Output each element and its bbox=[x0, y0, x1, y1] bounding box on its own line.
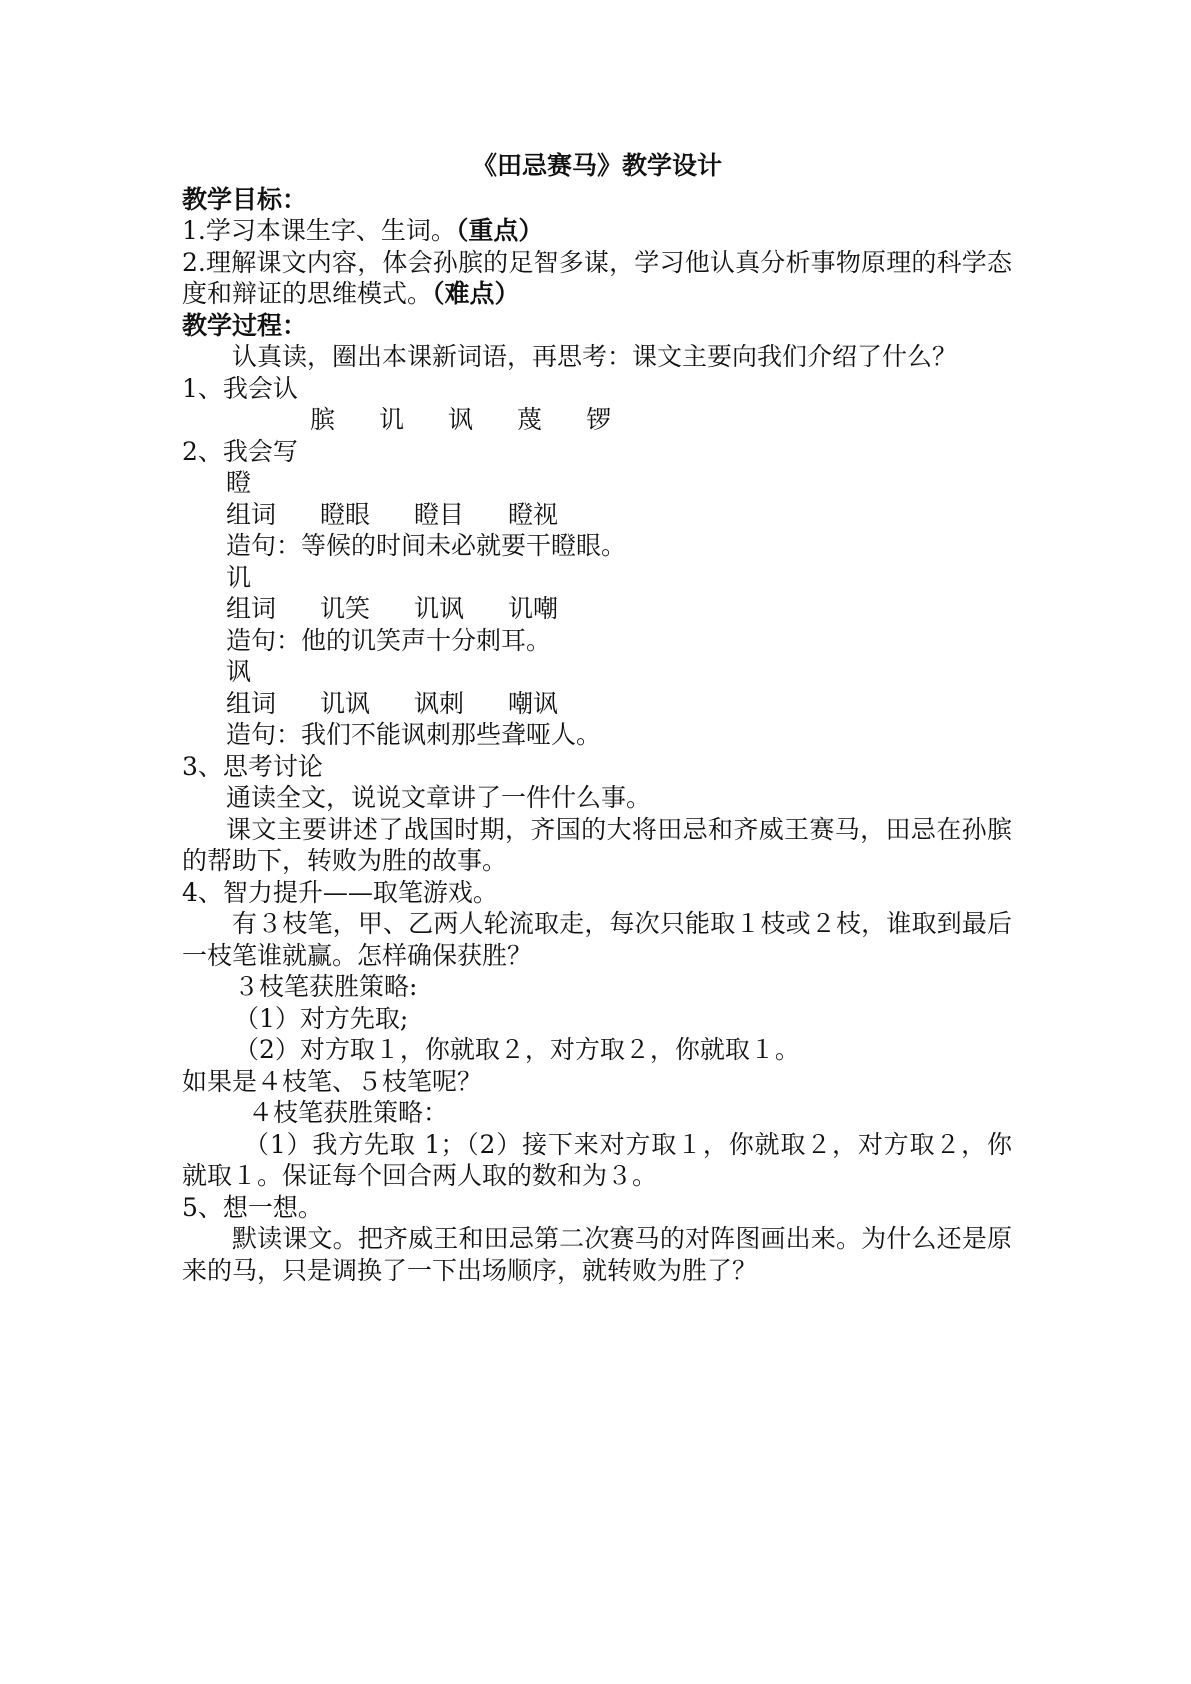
word-group-label: 组词 bbox=[226, 499, 277, 529]
recognize-char: 讥 bbox=[379, 405, 405, 434]
process-heading: 教学过程： bbox=[182, 310, 308, 340]
word-item: 瞪视 bbox=[508, 499, 559, 529]
strategy-3-step-1: （1）对方先取; bbox=[234, 1003, 409, 1033]
word-group-row bbox=[182, 499, 1012, 531]
word-item: 讥讽 bbox=[320, 688, 371, 718]
word-item: 讽刺 bbox=[414, 688, 465, 718]
objective-2-tag: （难点） bbox=[432, 279, 520, 308]
recognize-char: 膑 bbox=[310, 405, 336, 434]
document-page bbox=[182, 150, 1012, 1286]
objective-item-2 bbox=[182, 247, 1012, 310]
word-item: 瞪眼 bbox=[320, 499, 371, 529]
example-sentence: 造句：他的讥笑声十分刺耳。 bbox=[226, 625, 552, 655]
example-sentence: 造句：等候的时间未必就要干瞪眼。 bbox=[226, 531, 627, 560]
strategy-4-steps: （1）我方先取 1；（2）接下来对方取１，你就取２，对方取２，你就取１。保证每个回合两人取的数和为３。 bbox=[182, 1129, 1012, 1190]
word-group-label: 组词 bbox=[226, 688, 277, 718]
objectives-heading: 教学目标： bbox=[182, 184, 308, 214]
recognize-char: 蔑 bbox=[517, 405, 543, 434]
objective-2-text: 2.理解课文内容，体会孙膑的足智多谋，学习他认真分析事物原理的科学态度和辩证的思维模式。 bbox=[182, 247, 1012, 308]
word-group-label: 组词 bbox=[226, 594, 277, 623]
write-char: 讽 bbox=[226, 657, 252, 686]
objective-1-text: 1.学习本课生字、生词。 bbox=[182, 216, 456, 245]
word-item: 讥嘲 bbox=[508, 594, 559, 623]
section-1-heading: 1、我会认 bbox=[182, 373, 298, 403]
word-item: 瞪目 bbox=[414, 499, 465, 529]
section-5-text: 默读课文。把齐威王和田忌第二次赛马的对阵图画出来。为什么还是原来的马，只是调换了一下出场顺序，就转败为胜了？ bbox=[182, 1224, 1012, 1285]
word-item: 讥笑 bbox=[320, 594, 371, 623]
objective-1-tag: （重点） bbox=[455, 216, 544, 245]
recognize-char: 讽 bbox=[448, 405, 474, 434]
write-char: 讥 bbox=[226, 562, 252, 592]
recognize-char: 锣 bbox=[586, 405, 612, 434]
objective-item-1 bbox=[182, 215, 1012, 247]
game-problem: 有３枝笔，甲、乙两人轮流取走，每次只能取１枝或２枝，谁取到最后一枝笔谁就赢。怎样确保获胜？ bbox=[182, 909, 1012, 970]
discussion-question: 通读全文，说说文章讲了一件什么事。 bbox=[226, 783, 652, 812]
word-group-row bbox=[182, 593, 1012, 625]
section-4-heading: 4、智力提升——取笔游戏。 bbox=[182, 877, 498, 907]
word-item: 讥讽 bbox=[414, 594, 465, 623]
word-group-row bbox=[182, 688, 1012, 720]
document-title: 《田忌赛马》教学设计 bbox=[471, 151, 722, 180]
section-3-heading: 3、思考讨论 bbox=[182, 751, 323, 781]
strategy-4-title: ４枝笔获胜策略： bbox=[248, 1098, 449, 1127]
strategy-3-step-2: （2）对方取１，你就取２，对方取２，你就取１。 bbox=[234, 1035, 800, 1064]
discussion-answer: 课文主要讲述了战国时期，齐国的大将田忌和齐威王赛马，田忌在孙膑的帮助下，转败为胜的故事。 bbox=[182, 814, 1012, 875]
game-question-2: 如果是４枝笔、５枝笔呢？ bbox=[182, 1066, 483, 1096]
process-intro: 认真读，圈出本课新词语，再思考：课文主要向我们介绍了什么？ bbox=[232, 342, 958, 371]
section-5-heading: 5、想一想。 bbox=[182, 1192, 323, 1222]
write-char: 瞪 bbox=[226, 468, 252, 497]
example-sentence: 造句：我们不能讽刺那些聋哑人。 bbox=[226, 720, 602, 749]
recognize-chars-list bbox=[182, 404, 1012, 436]
strategy-3-title: ３枝笔获胜策略: bbox=[234, 972, 418, 1001]
word-item: 嘲讽 bbox=[508, 688, 559, 718]
section-2-heading: 2、我会写 bbox=[182, 436, 298, 466]
